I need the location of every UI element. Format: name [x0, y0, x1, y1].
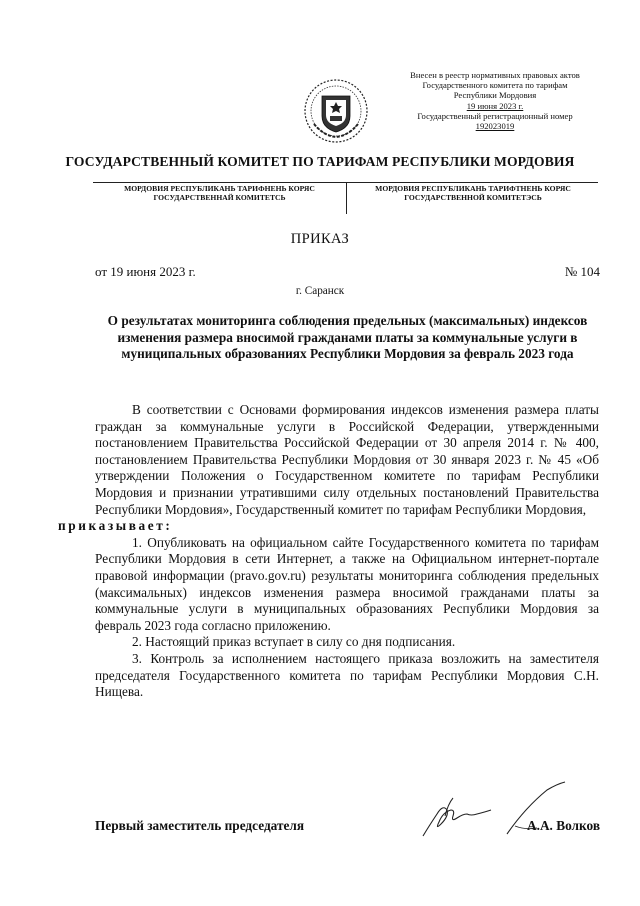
registry-line-2: Государственного комитета по тарифам — [422, 80, 568, 91]
registry-line-5: Государственный регистрационный номер — [417, 110, 573, 121]
preamble-paragraph — [58, 402, 599, 535]
document-number: № 104 — [564, 264, 600, 279]
document-title: О результатах мониторинга соблюдения предельных (максимальных) индексов изменения размера вносимой гражданами платы за коммунальные услуги в муниципальных образованиях Республики Мордовия за февраль 2023 года — [107, 313, 588, 362]
document-date: от 19 июня 2023 г. — [95, 264, 196, 279]
registry-stamp — [390, 70, 600, 131]
registry-date: 19 июня 2023 г. — [466, 100, 524, 111]
header-vertical-divider — [346, 182, 347, 214]
erzyan-name-line-2: ГОСУДАРСТВЕННОЙ КОМИТЕТЭСЬ — [404, 193, 542, 203]
document-type: ПРИКАЗ — [290, 231, 350, 247]
registry-line-1: Внесен в реестр нормативных правовых актов — [410, 70, 580, 80]
committee-heading: ГОСУДАРСТВЕННЫЙ КОМИТЕТ ПО ТАРИФАМ РЕСПУБЛИКИ МОРДОВИЯ — [65, 154, 575, 169]
mokshan-name-line-1: МОРДОВИЯ РЕСПУБЛИКАНЬ ТАРИФНЕНЬ КОРЯС — [124, 184, 315, 193]
orders-word: приказывает: — [58, 518, 173, 534]
item-1: 1. Опубликовать на официальном сайте Государственного комитета по тарифам Республики Мордовия в сети Интернет, а также на Официальном интернет-портале правовой информации (pravo.gov.ru) результаты мониторинга соблюдения предельных (максимальных) индексов изменения размера вносимой гражданами платы за коммунальные услуги в муниципальных образованиях Республики Мордовия за февраль 2023 года согласно приложению. — [95, 534, 599, 633]
erzyan-name — [348, 184, 598, 203]
mokshan-name-line-2: ГОСУДАРСТВЕННАЙ КОМИТЕТСЬ — [153, 193, 286, 203]
erzyan-name-line-1: МОРДОВИЯ РЕСПУБЛИКАНЬ ТАРИФТНЕНЬ КОРЯС — [375, 184, 571, 193]
mokshan-name — [93, 184, 346, 203]
item-3: 3. Контроль за исполнением настоящего приказа возложить на заместителя председателя Государственного комитета по тарифам Республики Мордовия С.Н. Нищева. — [95, 650, 599, 700]
registry-number: 192023019 — [475, 121, 515, 132]
preamble-text: В соответствии с Основами формирования индексов изменения размера платы граждан за коммунальные услуги в Российской Федерации, утвержденными постановлением Правительства Российской Федерации от 30 апреля 2014 г. № 400, постановлением Правительства Республики Мордовия от 30 января 2023 г. № 45 «Об утверждении Положения о Государственном комитете по тарифам Республики Мордовия и признании утратившими силу отдельных постановлений Правительства Республики Мордовия», Государственный комитет по тарифам Республики Мордовия, — [95, 402, 599, 517]
document-city: г. Саранск — [295, 285, 345, 297]
item-2: 2. Настоящий приказ вступает в силу со дня подписания. — [132, 634, 456, 650]
registry-line-3: Республики Мордовия — [453, 90, 537, 101]
signer-position: Первый заместитель председателя — [95, 818, 305, 833]
signer-name: А.А. Волков — [527, 818, 600, 833]
handwritten-signature — [415, 780, 580, 846]
coat-of-arms-emblem — [302, 78, 370, 144]
document-body — [58, 402, 599, 701]
